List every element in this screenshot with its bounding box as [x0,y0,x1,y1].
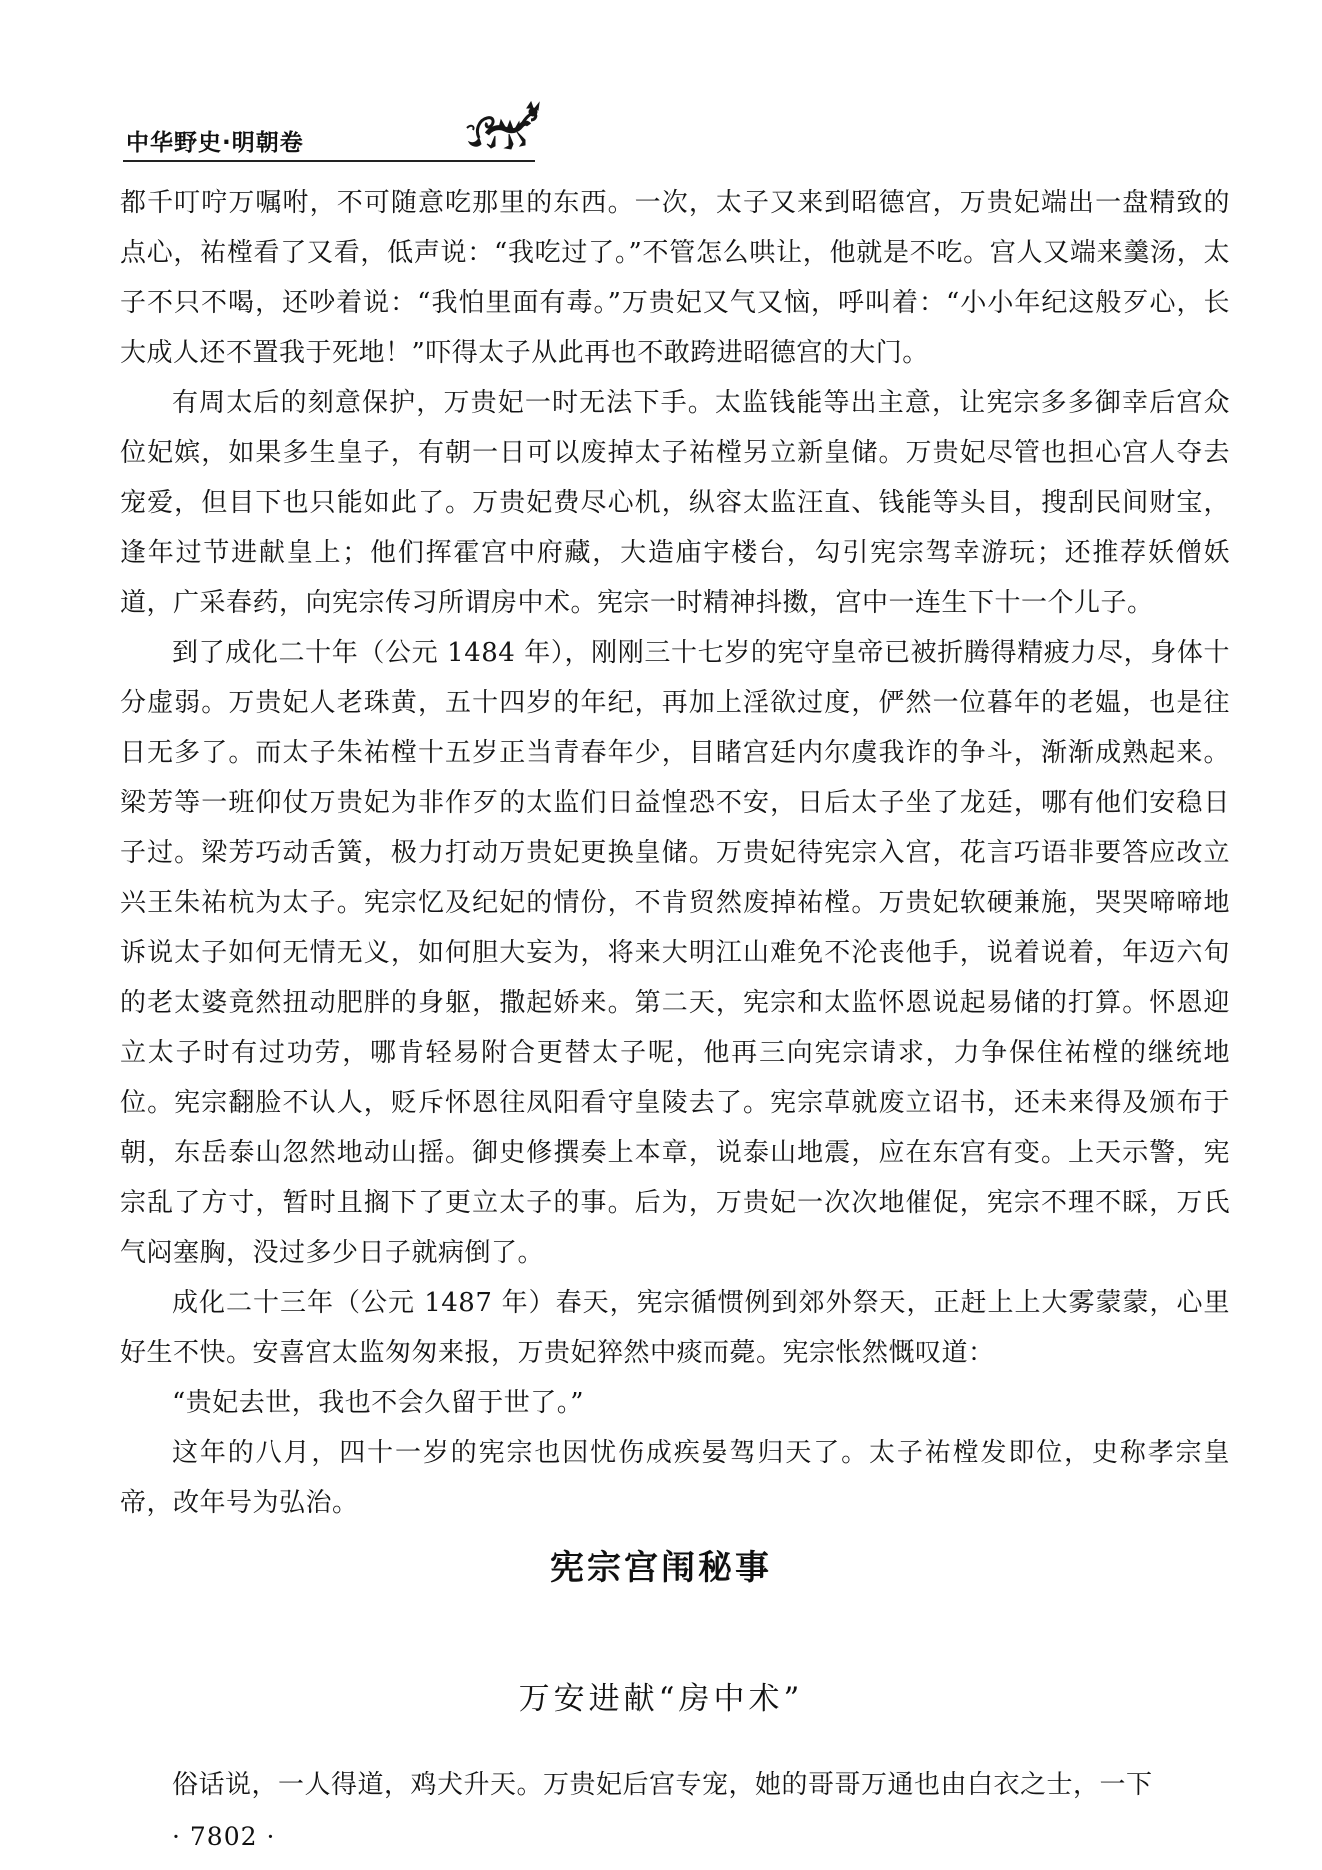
paragraph: 这年的八月，四十一岁的宪宗也因忧伤成疾晏驾归天了。太子祐樘发即位，史称孝宗皇帝，改年号为弘治。 [120,1438,1230,1518]
dragon-icon [465,98,541,156]
paragraph: 有周太后的刻意保护，万贵妃一时无法下手。太监钱能等出主意，让宪宗多多御幸后宫众位妃嫔，如果多生皇子，有朝一日可以废掉太子祐樘另立新皇储。万贵妃尽管也担心宫人夺去宠爱，但目下也只能如此了。万贵妃费尽心机，纵容太监汪直、钱能等头目，搜刮民间财宝，逢年过节进献皇上；他们挥霍宫中府藏，大造庙宇楼台，勾引宪宗驾幸游玩；还推荐妖僧妖道，广采春药，向宪宗传习所谓房中术。宪宗一时精神抖擞，宫中一连生下十一个儿子。 [120,388,1230,618]
page-number: · 7802 · [172,1822,276,1851]
quote-paragraph: “贵妃去世，我也不会久留于世了。” [172,1388,585,1418]
paragraph: 俗话说，一人得道，鸡犬升天。万贵妃后宫专宠，她的哥哥万通也由白衣之士，一下 [172,1770,1153,1800]
book-title: 中华野史·明朝卷 [126,130,304,156]
subsection-title: 万安进献“房中术” [518,1681,804,1717]
main-text-continued [120,1760,1230,1810]
main-text [120,178,1230,1528]
section-title: 宪宗宫闱秘事 [550,1548,772,1588]
running-header [123,98,538,166]
paragraph: 都千叮咛万嘱咐，不可随意吃那里的东西。一次，太子又来到昭德宫，万贵妃端出一盘精致的点心，祐樘看了又看，低声说：“我吃过了。”不管怎么哄让，他就是不吃。宫人又端来羹汤，太子不只不喝，还吵着说：“我怕里面有毒。”万贵妃又气又恼，呼叫着：“小小年纪这般歹心，长大成人还不置我于死地！”吓得太子从此再也不敢跨进昭德宫的大门。 [120,188,1230,368]
header-rule [123,160,535,162]
paragraph: 成化二十三年（公元 1487 年）春天，宪宗循惯例到郊外祭天，正赶上上大雾蒙蒙，心里好生不快。安喜宫太监匆匆来报，万贵妃猝然中痰而薨。宪宗怅然慨叹道： [120,1288,1230,1368]
paragraph: 到了成化二十年（公元 1484 年），刚刚三十七岁的宪守皇帝已被折腾得精疲力尽，身体十分虚弱。万贵妃人老珠黄，五十四岁的年纪，再加上淫欲过度，俨然一位暮年的老媪，也是往日无多了。而太子朱祐樘十五岁正当青春年少，目睹宫廷内尔虞我诈的争斗，渐渐成熟起来。梁芳等一班仰仗万贵妃为非作歹的太监们日益惶恐不安，日后太子坐了龙廷，哪有他们安稳日子过。梁芳巧动舌簧，极力打动万贵妃更换皇储。万贵妃待宪宗入宫，花言巧语非要答应改立兴王朱祐杭为太子。宪宗忆及纪妃的情份，不肯贸然废掉祐樘。万贵妃软硬兼施，哭哭啼啼地诉说太子如何无情无义，如何胆大妄为，将来大明江山难免不沦丧他手，说着说着，年迈六旬的老太婆竟然扭动肥胖的身躯，撒起娇来。第二天，宪宗和太监怀恩说起易储的打算。怀恩迎立太子时有过功劳，哪肯轻易附合更替太子呢，他再三向宪宗请求，力争保住祐樘的继统地位。宪宗翻脸不认人，贬斥怀恩往凤阳看守皇陵去了。宪宗草就废立诏书，还未来得及颁布于朝，东岳泰山忽然地动山摇。御史修撰奏上本章，说泰山地震，应在东宫有变。上天示警，宪宗乱了方寸，暂时且搁下了更立太子的事。后为，万贵妃一次次地催促，宪宗不理不睬，万氏气闷塞胸，没过多少日子就病倒了。 [120,638,1230,1268]
